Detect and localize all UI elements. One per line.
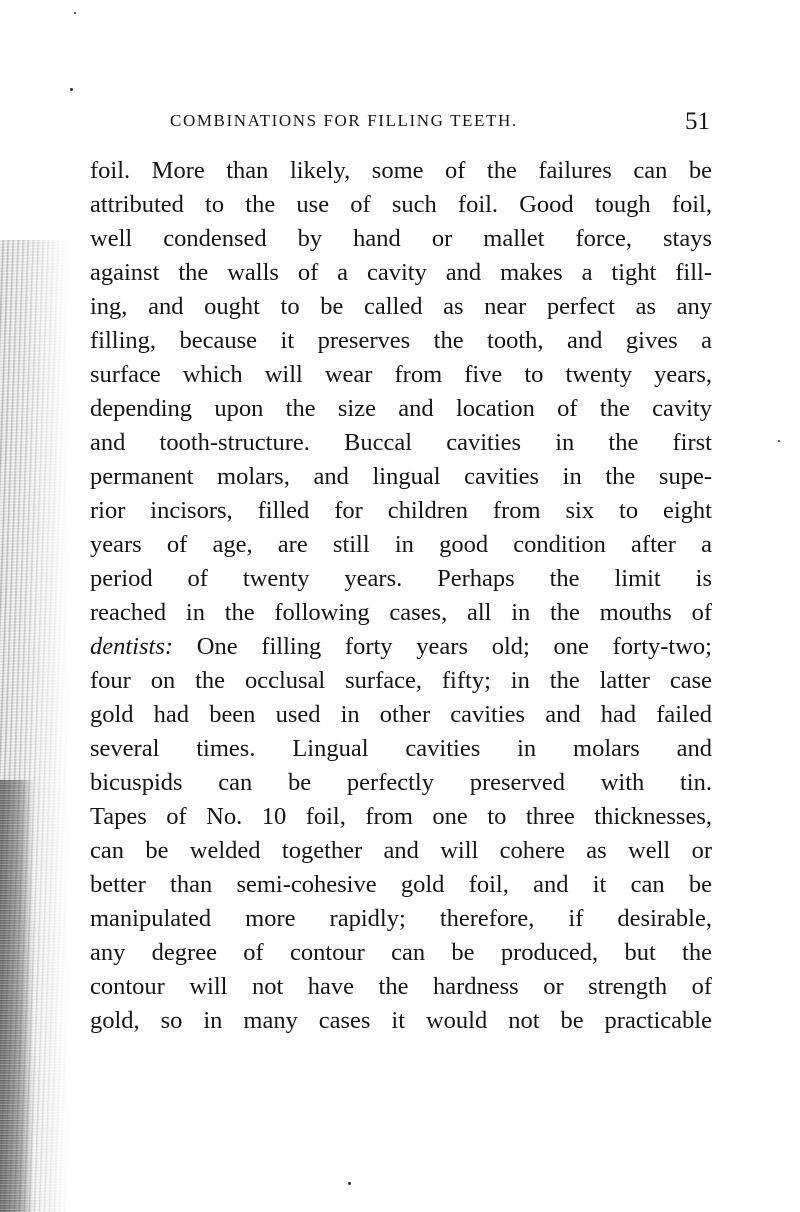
text-line-with-italic xyxy=(90,630,712,664)
text-line: four on the occlusal surface, fifty; in the latter case xyxy=(90,667,712,694)
body-text xyxy=(90,154,712,1038)
text-line: ing, and ought to be called as near perfect as any xyxy=(90,293,712,320)
page-number: 51 xyxy=(685,108,710,135)
text-line: period of twenty years. Perhaps the limit is xyxy=(90,565,712,592)
text-line: depending upon the size and location of the cavity xyxy=(90,395,712,422)
text-line: against the walls of a cavity and makes a tight fill- xyxy=(90,259,712,286)
text-line: any degree of contour can be produced, but the xyxy=(90,939,712,966)
text-line: better than semi-cohesive gold foil, and it can be xyxy=(90,871,712,898)
text-line: gold had been used in other cavities and had failed xyxy=(90,701,712,728)
text-line: attributed to the use of such foil. Good tough foil, xyxy=(90,191,712,218)
text-line: rior incisors, filled for children from six to eight xyxy=(90,497,712,524)
ink-speck xyxy=(74,12,76,14)
text-line: reached in the following cases, all in the mouths of xyxy=(90,599,712,626)
text-line: and tooth-structure. Buccal cavities in the first xyxy=(90,429,712,456)
text-line: can be welded together and will cohere as well or xyxy=(90,837,712,864)
running-header xyxy=(90,108,712,142)
text-line: well condensed by hand or mallet force, stays xyxy=(90,225,712,252)
page-edge-shadow-lower xyxy=(0,780,34,1212)
text-line: gold, so in many cases it would not be practicable xyxy=(90,1007,712,1034)
text-line: Tapes of No. 10 foil, from one to three thicknesses, xyxy=(90,803,712,830)
ink-speck xyxy=(70,88,73,91)
text-line: filling, because it preserves the tooth, and gives a xyxy=(90,327,712,354)
italic-term: dentists: xyxy=(90,633,174,660)
text-line: foil. More than likely, some of the failures can be xyxy=(90,157,712,184)
text-line: permanent molars, and lingual cavities in the supe- xyxy=(90,463,712,490)
text-line: contour will not have the hardness or strength of xyxy=(90,973,712,1000)
text-line: bicuspids can be perfectly preserved with tin. xyxy=(90,769,712,796)
text-line: years of age, are still in good condition after a xyxy=(90,531,712,558)
text-line: surface which will wear from five to twenty years, xyxy=(90,361,712,388)
ink-speck xyxy=(778,440,780,442)
text-line-rest: One filling forty years old; one forty-two; xyxy=(196,633,712,660)
ink-speck xyxy=(348,1182,351,1185)
text-line: manipulated more rapidly; therefore, if desirable, xyxy=(90,905,712,932)
text-line: several times. Lingual cavities in molars and xyxy=(90,735,712,762)
running-title: COMBINATIONS FOR FILLING TEETH. xyxy=(170,111,518,130)
